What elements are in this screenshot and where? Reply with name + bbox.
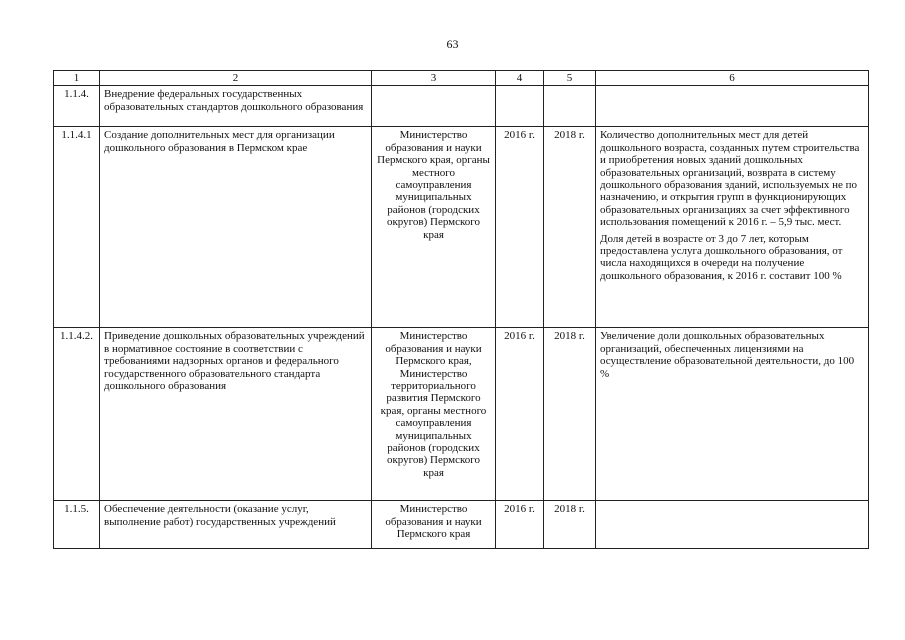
item-name: Внедрение федеральных государственных образовательных стандартов дошкольного образования bbox=[100, 86, 372, 127]
item-results bbox=[596, 328, 869, 501]
table-row bbox=[54, 86, 869, 127]
result-text: Увеличение доли дошкольных образовательных организаций, обеспеченных лицензиями на осуществление образовательной деятельности, до 100 % bbox=[600, 330, 855, 380]
table-row bbox=[54, 328, 869, 501]
item-number: 1.1.4. bbox=[54, 86, 100, 127]
item-results bbox=[596, 127, 869, 328]
item-end-year: 2018 г. bbox=[544, 501, 596, 549]
item-name: Обеспечение деятельности (оказание услуг, выполнение работ) государственных учреждений bbox=[100, 501, 372, 549]
item-executor: Министерство образования и науки Пермского края bbox=[372, 501, 496, 549]
result-text: Доля детей в возрасте от 3 до 7 лет, которым предоставлена услуга дошкольного образования, от числа находящихся в очереди на получение дошкольного образования, к 2016 г. составит 100 % bbox=[600, 232, 843, 282]
header-cell: 2 bbox=[100, 71, 372, 86]
table-row bbox=[54, 127, 869, 328]
item-results bbox=[596, 86, 869, 127]
item-start-year: 2016 г. bbox=[496, 127, 544, 328]
header-cell: 3 bbox=[372, 71, 496, 86]
item-executor: Министерство образования и науки Пермского края, органы местного самоуправления муниципальных районов (городских округов) Пермского края bbox=[372, 127, 496, 328]
item-executor: Министерство образования и науки Пермского края, Министерство территориального развития Пермского края, органы местного самоуправления муниципальных районов (городских округов) Пермского края bbox=[372, 328, 496, 501]
item-executor bbox=[372, 86, 496, 127]
table-header-row bbox=[54, 71, 869, 86]
item-end-year: 2018 г. bbox=[544, 127, 596, 328]
plan-table bbox=[53, 70, 869, 549]
item-number: 1.1.5. bbox=[54, 501, 100, 549]
item-results bbox=[596, 501, 869, 549]
item-end-year bbox=[544, 86, 596, 127]
item-number: 1.1.4.1 bbox=[54, 127, 100, 328]
header-cell: 4 bbox=[496, 71, 544, 86]
header-cell: 1 bbox=[54, 71, 100, 86]
item-end-year: 2018 г. bbox=[544, 328, 596, 501]
page-number: 63 bbox=[446, 37, 459, 51]
item-start-year: 2016 г. bbox=[496, 501, 544, 549]
result-text: Количество дополнительных мест для детей дошкольного возраста, созданных путем строительства и приобретения новых зданий дошкольных образовательных организаций, возврата в систему дошкольного образования зданий, используемых не по назначению, и открытия групп в функционирующих образовательных организациях за счет эффективного использования помещений к 2016 г. – 5,9 тыс. мест. bbox=[600, 129, 860, 229]
item-start-year: 2016 г. bbox=[496, 328, 544, 501]
table-row bbox=[54, 501, 869, 549]
item-number: 1.1.4.2. bbox=[54, 328, 100, 501]
header-cell: 5 bbox=[544, 71, 596, 86]
item-name: Создание дополнительных мест для организации дошкольного образования в Пермском крае bbox=[100, 127, 372, 328]
item-name: Приведение дошкольных образовательных учреждений в нормативное состояние в соответствии с требованиями надзорных органов и федерального государственного образовательного стандарта дошкольного образования bbox=[100, 328, 372, 501]
item-start-year bbox=[496, 86, 544, 127]
header-cell: 6 bbox=[596, 71, 869, 86]
